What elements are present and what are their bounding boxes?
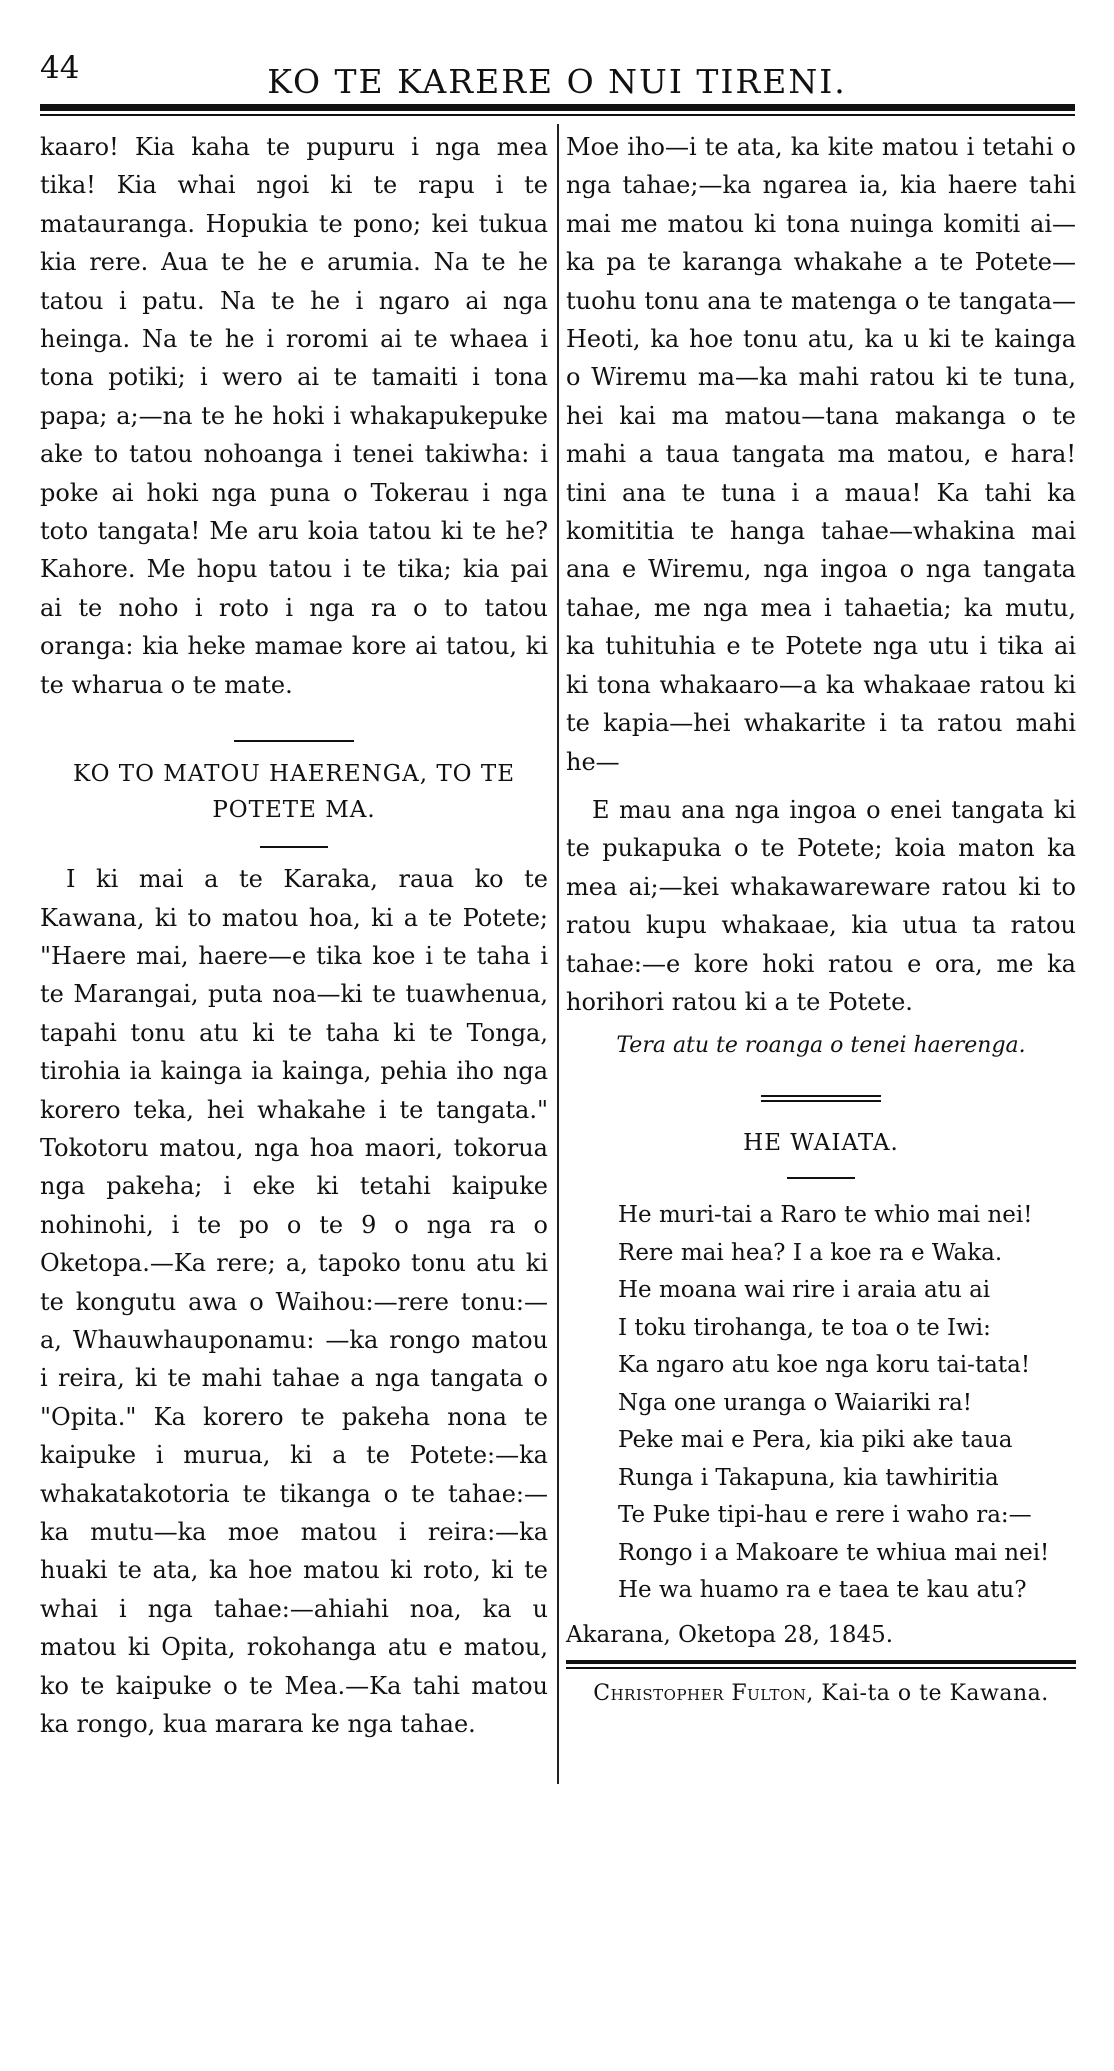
poem-line: Rongo i a Makoare te whiua mai nei! bbox=[618, 1539, 1050, 1566]
poem-line: Ka ngaro atu koe nga koru tai-tata! bbox=[618, 1352, 1031, 1379]
poem-line: Nga one uranga o Waiariki ra! bbox=[618, 1389, 973, 1416]
poem-line: Runga i Takapuna, kia tawhiritia bbox=[618, 1464, 999, 1491]
printer-name: Christopher Fulton, bbox=[593, 1680, 814, 1706]
poem-line: He muri-tai a Raro te whio mai nei! bbox=[618, 1202, 1033, 1229]
right-column bbox=[566, 128, 1076, 1706]
poem-line: He moana wai rire i araia atu ai bbox=[618, 1277, 991, 1304]
printer-credit bbox=[566, 1681, 1076, 1706]
poem bbox=[566, 1197, 1076, 1610]
names-paragraph: E mau ana nga ingoa o enei tangata ki te pukapuka o te Potete; koia maton ka mea ai;—kei whakawareware ratou ki to ratou kupu whakaae, kia utua ta ratou tahae:—e kore hoki ratou e ora, me ka horihori ratou ki a te Potete. bbox=[566, 795, 1076, 1016]
poem-line: I toku tirohanga, te toa o te Iwi: bbox=[618, 1314, 991, 1341]
section-heading-line1: KO TO MATOU HAERENGA, TO TE bbox=[73, 761, 515, 788]
left-column bbox=[40, 128, 548, 1743]
column-divider bbox=[557, 124, 559, 1784]
dateline: Akarana, Oketopa 28, 1845. bbox=[566, 1621, 894, 1648]
header-rule-thick bbox=[40, 104, 1075, 111]
journey-paragraph-continued: Moe iho—i te ata, ka kite matou i tetahi o nga tahae;—ka ngarea ia, kia haere tahi mai me matou ki tona nuinga komiti ai—ka pa te karanga whakahe a te Potete—tuohu tonu ana te matenga o te tangata—Heoti, ka hoe tonu atu, ka u ki te kainga o Wiremu ma—ka mahi ratou ki te tuna, hei kai ma matou—tana makanga o te mahi a taua tangata ma matou, e hara! tini ana te tuna i a maua! Ka tahi ka komititia te hanga tahae—whakina mai ana e Wiremu, nga ingoa o nga tangata tahae, me nga mea i tahaetia; ka mutu, ka tuhituhia e te Potete nga utu i tika ai ki tona whakaaro—a ka whakaae ratou ki te kapia—hei whakarite i ta ratou mahi he— bbox=[566, 133, 1076, 776]
page-number: 44 bbox=[40, 50, 80, 86]
printer-role: Kai-ta o te Kawana. bbox=[821, 1680, 1049, 1706]
to-be-continued-note: Tera atu te roanga o tenei haerenga. bbox=[616, 1033, 1026, 1059]
footer-rule-thick bbox=[566, 1660, 1076, 1664]
running-title: KO TE KARERE O NUI TIRENI. bbox=[267, 62, 847, 101]
poem-separator bbox=[761, 1095, 881, 1102]
poem-line: Rere mai hea? I a koe ra e Waka. bbox=[618, 1239, 1003, 1266]
poem-line: He wa huamo ra e taea te kau atu? bbox=[618, 1577, 1027, 1604]
section-heading-line2: POTETE MA. bbox=[212, 797, 376, 824]
continued-paragraph: kaaro! Kia kaha te pupuru i nga mea tika! Kia whai ngoi ki te rapu i te matauranga. Hopukia te pono; kei tukua kia rere. Aua te he e arumia. Na te he tatou i patu. Na te he i ngaro ai nga heinga. Na te he i roromi ai te whaea i tona potiki; i wero ai te tamaiti i tona papa; a;—na te he hoki i whakapukepuke ake to tatou nohoanga i tenei takiwha: i poke ai hoki nga puna o Tokerau i nga toto tangata! Me aru koia tatou ki te he? Kahore. Me hopu tatou i te tika; kia pai ai te noho i roto i nga ra o to tatou oranga: kia heke mamae kore ai tatou, ki te wharua o te mate. bbox=[40, 133, 548, 699]
poem-line: Te Puke tipi-hau e rere i waho ra:— bbox=[618, 1502, 1032, 1529]
journey-paragraph: I ki mai a te Karaka, raua ko te Kawana, ki to matou hoa, ki a te Potete; "Haere mai, haere—e tika koe i te taha i te Marangai, puta noa—ki te tuawhenua, tapahi tonu atu ki te taha ki te Tonga, tirohia ia kainga ia kainga, pehia iho nga korero teka, hei whakahe i te tangata." Tokotoru matou, nga hoa maori, tokorua nga pakeha; i eke ki tetahi kaipuke nohinohi, i te po o te 9 o nga ra o Oketopa.—Ka rere; a, tapoko tonu atu ki te kongutu awa o Waihou:—rere tonu:—a, Whauwhauponamu: —ka rongo matou i reira, ki te mahi tahae a nga tangata o "Opita." Ka korero te pakeha nona te kaipuke i murua, ki a te Potete:—ka whakatakotoria te tikanga o te tahae:—ka mutu—ka moe matou i reira:—ka huaki te ata, ka hoe matou ki roto, ki te whai i nga tahae:—ahiahi noa, ka u matou ki Opita, rokohanga atu e matou, ko te kaipuke o te Mea.—Ka tahi matou ka rongo, kua marara ke nga tahae. bbox=[40, 865, 548, 1739]
poem-line: Peke mai e Pera, kia piki ake taua bbox=[618, 1427, 1013, 1454]
poem-title: HE WAIATA. bbox=[743, 1130, 899, 1157]
header-rule-thin bbox=[40, 114, 1075, 116]
